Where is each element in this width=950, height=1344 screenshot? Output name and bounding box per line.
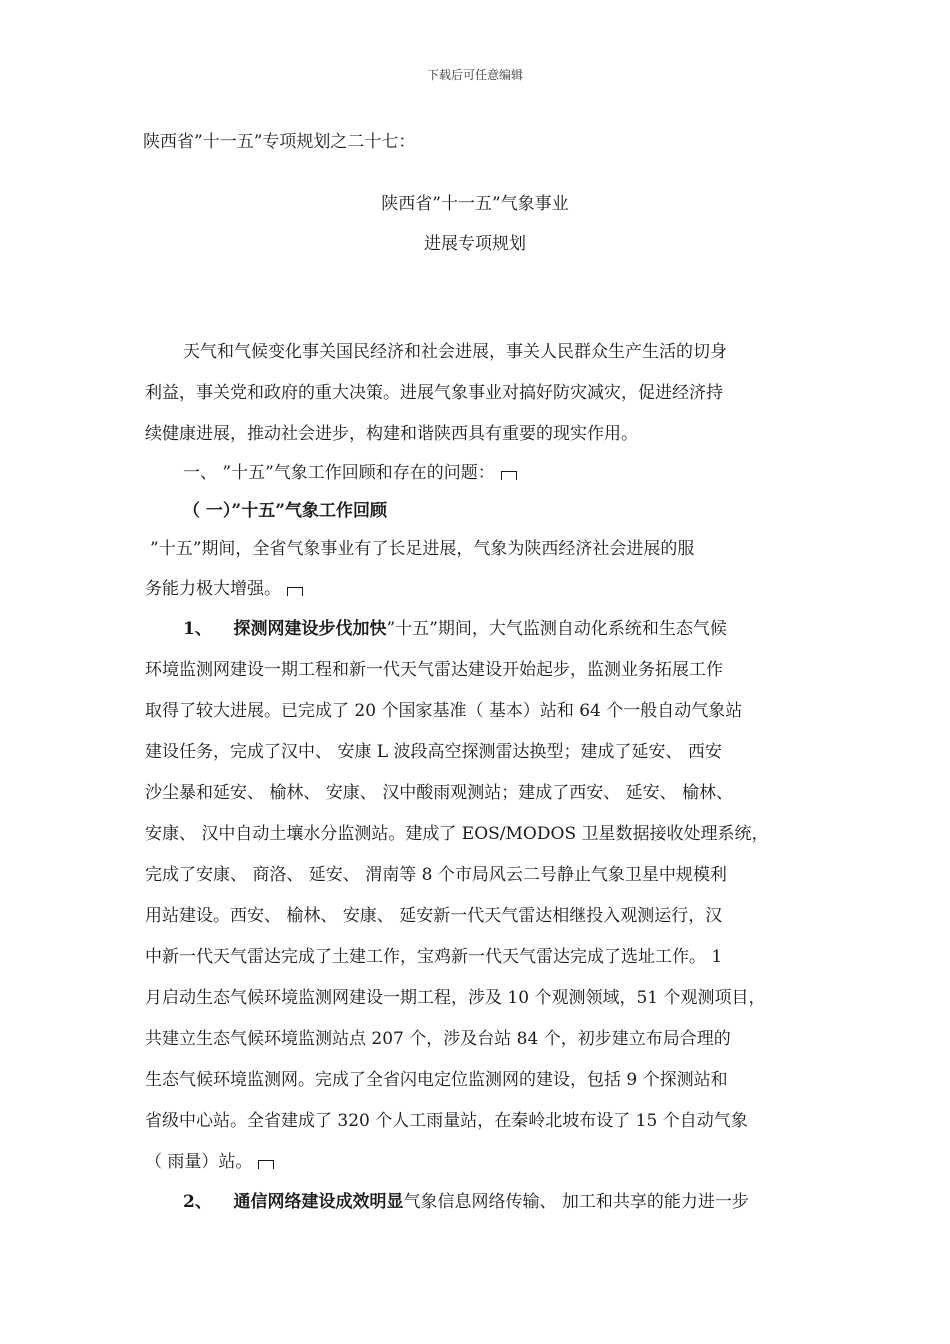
overview-line: ”十五”期间，全省气象事业有了长足进展，气象为陕西经济社会进展的服 xyxy=(150,539,695,559)
page-header: 下载后可任意编辑 xyxy=(426,68,523,82)
item-1-line: 中新一代天气雷达完成了土建工作，宝鸡新一代天气雷达完成了选址工作。 1 xyxy=(145,947,723,967)
item-1-heading: 探测网建设步伐加快 xyxy=(233,619,387,639)
item-1-line xyxy=(145,1147,274,1172)
item-1-line: 月启动生态气候环境监测网建设一期工程，涉及 10 个观测领域，51 个观测项目， xyxy=(145,988,766,1008)
item-1-line: 完成了安康、 商洛、 延安、 渭南等 8 个市局风云二号静止气象卫星中规模利 xyxy=(145,865,727,885)
document-title-line-1: 陕西省”十一五”气象事业 xyxy=(381,194,569,214)
document-title-line-2: 进展专项规划 xyxy=(424,234,526,254)
intro-line: 续健康进展，推动社会进步，构建和谐陕西具有重要的现实作用。 xyxy=(145,424,638,444)
intro-line: 天气和气候变化事关国民经济和社会进展，事关人民群众生产生活的切身 xyxy=(183,342,727,362)
item-1-line: 建设任务，完成了汉中、 安康 L 波段高空探测雷达换型；建成了延安、 西安 xyxy=(145,742,722,762)
item-1-line: 用站建设。西安、 榆林、 安康、 延安新一代天气雷达相继投入观测运行，汉 xyxy=(145,906,723,926)
item-1-line: 环境监测网建设一期工程和新一代天气雷达建设开始起步，监测业务拓展工作 xyxy=(145,660,723,680)
overview-line-text: 务能力极大增强。 xyxy=(145,579,281,599)
paragraph-mark-icon xyxy=(287,587,303,596)
item-1-line: 生态气候环境监测网。完成了全省闪电定位监测网的建设，包括 9 个探测站和 xyxy=(145,1070,728,1090)
section-heading-text: 一、 ”十五”气象工作回顾和存在的问题： xyxy=(183,463,495,483)
item-2-first-line xyxy=(183,1187,749,1212)
overview-line xyxy=(145,574,303,599)
item-1-first-line xyxy=(183,614,727,639)
section-heading xyxy=(183,458,517,483)
item-1-number: 1、 xyxy=(183,619,212,639)
item-1-line: 沙尘暴和延安、 榆林、 安康、 汉中酸雨观测站；建成了西安、 延安、 榆林、 xyxy=(145,783,734,803)
item-1-first-text: ”十五”期间，大气监测自动化系统和生态气候 xyxy=(386,619,727,639)
item-1-line: 省级中心站。全省建成了 320 个人工雨量站，在秦岭北坡布设了 15 个自动气象 xyxy=(145,1111,748,1131)
intro-line: 利益，事关党和政府的重大决策。进展气象事业对搞好防灾减灾，促进经济持 xyxy=(145,383,723,403)
item-2-number: 2、 xyxy=(183,1192,212,1212)
item-1-line: 安康、 汉中自动土壤水分监测站。建成了 EOS/MODOS 卫星数据接收处理系统， xyxy=(145,824,769,844)
paragraph-mark-icon xyxy=(258,1160,274,1169)
item-1-line: 共建立生态气候环境监测站点 207 个，涉及台站 84 个，初步建立布局合理的 xyxy=(145,1029,731,1049)
item-2-first-text: 气象信息网络传输、 加工和共享的能力进一步 xyxy=(403,1192,749,1212)
item-1-last-text: （ 雨量）站。 xyxy=(145,1152,253,1172)
item-1-line: 取得了较大进展。已完成了 20 个国家基准（ 基本）站和 64 个一般自动气象站 xyxy=(145,701,743,721)
series-title: 陕西省”十一五”专项规划之二十七： xyxy=(143,132,416,152)
paragraph-mark-icon xyxy=(501,471,517,480)
subsection-heading: （ 一）”十五”气象工作回顾 xyxy=(183,501,387,521)
item-2-heading: 通信网络建设成效明显 xyxy=(233,1192,404,1212)
